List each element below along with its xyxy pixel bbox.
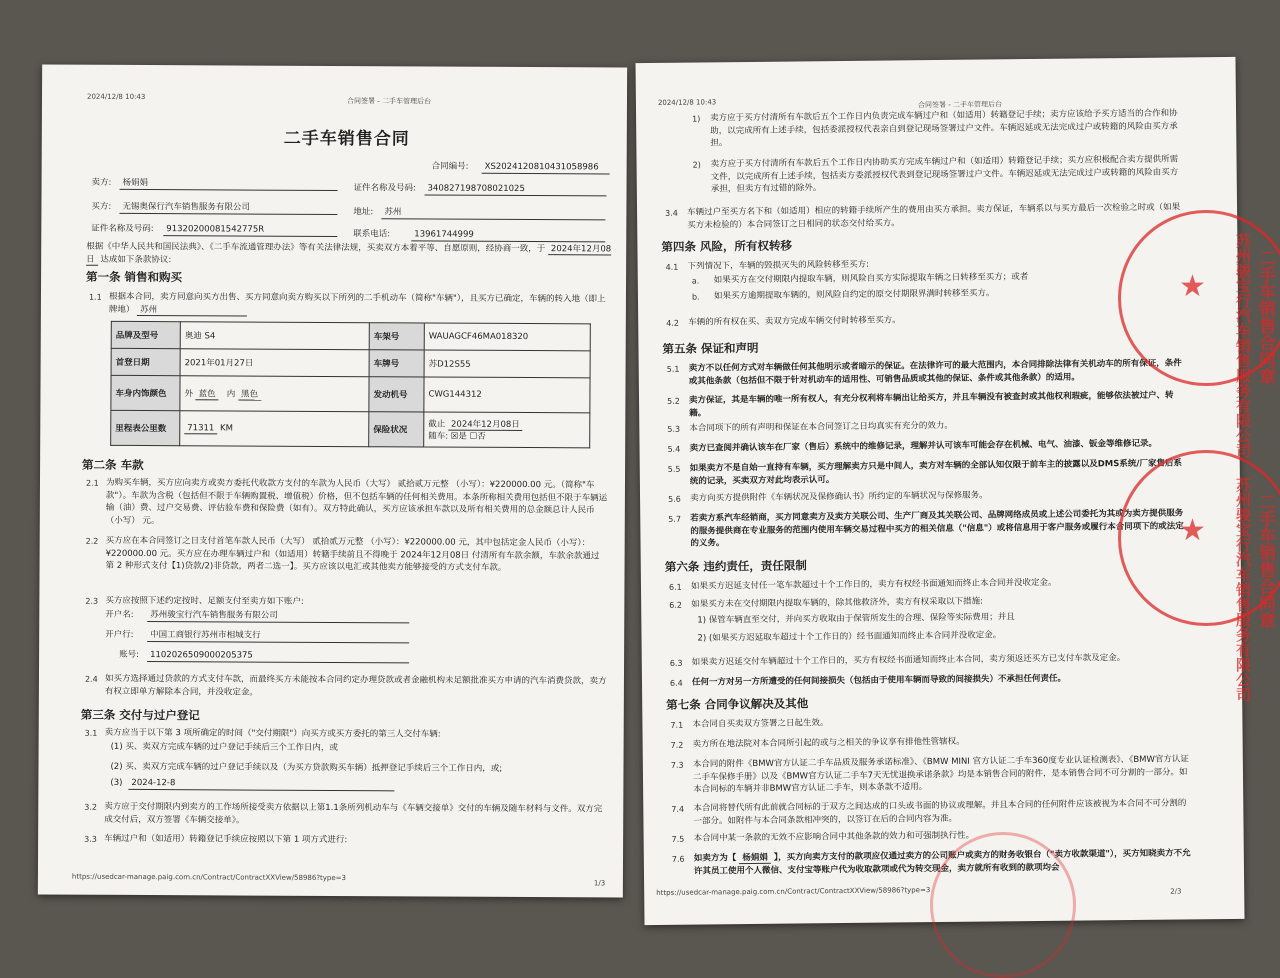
faded-seal [930,832,1076,978]
mileage-value: 71311 [184,423,217,434]
intro-text-2: 达成如下条款协议: [100,254,172,265]
insurance-label: 保险状况 [369,412,424,447]
section-2-title: 第二条 车款 [82,457,144,473]
clause-6-1: 如果买方迟延支付任一笔车款超过十个工作日的，卖方有权经书面通知而终止本合同并没收定金。 [690,577,1057,592]
clause-2-4: 如买方选择通过贷款的方式支付车款，而最终买方未能按本合同约定办理贷款或者金融机构未足额批准买方申请的汽车消费贷款，卖方有权立即单方解除本合同，并没收定金。 [104,673,607,698]
clause-5-4: 卖方已查阅并确认该车在厂家（售后）系统中的维修记录，理解并认可该车可能会存在机械、电气、油漆、钣金等维修记录。 [689,438,1158,454]
clause-3-3: 车辆过户和（如适用）转籍登记手续应按照以下第 1 项方式进行: [104,833,348,846]
page2-datetime: 2024/12/8 10:43 [657,98,717,107]
clause-number: 6.4 [669,678,683,688]
clause-number: 3.4 [665,208,678,218]
int-color-label: 内 [226,389,236,400]
contract-page-1 [38,64,627,897]
intro-date: 2024年12月08日 [86,244,612,265]
section-7-title: 第七条 合同争议解决及其他 [666,696,809,712]
seller-id: 340827198708021025 [424,182,606,196]
clause-5-7: 若卖方系汽车经销商，买方同意卖方及卖方关联公司、生产厂商及其关联公司、品牌网络成员或上述公司委托为其或为卖方提供服务的服务提供商在专业服务的范围内使用车辆交易过程中买方的相关信息（"信息"）或将信息用于客户服务或履行本合同项下的或法定的义务。 [690,508,1184,549]
color-label: 车身内饰颜色 [111,375,180,410]
clause-number: 5.6 [668,494,681,504]
clause-7-6-seller: 杨娟娟 [739,853,771,864]
section-3-title: 第三条 交付与过户登记 [80,707,200,723]
clause-7-5: 本合同中某一条款的无效不应影响合同中其他条款的效力和可强制执行性。 [693,830,975,844]
section-4-title: 第四条 风险，所有权转移 [661,238,793,254]
clause-number: 5.2 [666,396,680,406]
plate-label: 车牌号 [369,350,424,377]
clause-1-1 [109,291,609,319]
account-no-label: 账号: [119,649,139,660]
clause-6-2: 如果买方未在交付期限内提取车辆的，除其他救济外，卖方有权采取以下措施: [691,596,984,610]
clause-6-2-2: 2) (如果买方迟延取车超过十个工作日的）经书面通知而终止本合同并没收定金。 [697,630,1002,644]
int-color: 黑色 [238,390,261,401]
clause-2-1: 为购买车辆，买方应向卖方或卖方委托代收款方支付的车款为人民币（大写） 贰拾贰万元整 （小写）：¥220000.00 元。（简称"车款"）。车款为含税（包括但不限于车辆购置税、增值税）价格，但不包括车辆的任何相关费用。本条所称相关费用包括但不限于车辆运输（油）费、过户交易费、评估验车费和保险费（如有）。双方特此确认，买方应该承担车款以及所有相关费用的总金额总计人民币（小写） 元。 [105,477,608,526]
insurance-value [424,412,590,448]
clause-5-3: 本合同项下的所有声明和保证在本合同签订之日均真实有充分的效力。 [689,420,953,434]
contract-no: XS20241208104310589​86 [482,161,610,175]
ext-color-label: 外 [184,389,193,400]
mileage-cell [180,411,369,447]
phone-label: 联系电话: [353,229,391,240]
seal-text-contract: 二手车销售合同章 [1255,249,1275,385]
clause-3-3-option-2: 卖方应于买方付清所有车款后五个工作日内协助买方完成车辆过户和（如适用）转籍登记手续；买方应积极配合卖方提供所需文件，以完成所有上述手续，包括卖方委派授权代表到登记现场签署过户文件。车辆迟延或无法完成过户或转籍的风险由买方承担，但卖方有过错的除外。 [710,154,1179,195]
clause-number: 2.2 [85,536,99,546]
checked-box-icon: ☒ [450,431,459,442]
company-seal-2 [1118,450,1280,702]
clause-7-6-text: 】，买方向卖方支付的款项应仅通过卖方的公司账户或卖方的财务收银台（"卖方收款渠道"），买方知晓卖方不允许其员工使用个人微信、支付宝等账户代为收取款项或代为转交现金，卖方就所有收到的款项均会 [693,848,1191,877]
clause-5-5: 如果卖方不是自始一直持有车辆，买方理解卖方只是中间人，卖方对车辆的全部认知仅限于前车主的披露以及DMS系统/厂家售后系统的记录，买卖双方对此均表示认可。 [689,458,1183,487]
buyer-id-label: 证件名称及号码: [91,223,154,235]
seal-star-icon-2: ★ [1179,513,1206,548]
page1-number: 1/3 [593,879,606,888]
clause-number: 7.1 [670,720,684,730]
clause-3-1: 卖方应当于以下第 3 项所确定的时间（"交付期限"）向买方或买方委托的第三人交付车辆: [104,727,441,740]
intro [86,241,611,269]
clause-number: 3.2 [84,802,98,812]
clause-3-1-option-2: (2) 买、卖双方完成车辆的过户登记手续以及（为买方贷款购买车辆）抵押登记手续后三个工作日内，或; [110,761,503,774]
clause-7-4: 本合同将替代所有此前就合同标的于双方之间达成的口头或书面的协议或理解。并且本合同的任何附件应该被视为本合同不可分割的一部分。如附件与本合同条款相冲突的，以签订在后的合同内容为准。 [693,798,1187,827]
page2-header: 合同签署 - 二手车管理后台 [917,100,1002,110]
insurance-yes: 是 [458,431,467,442]
clause-2-2: 买方应在本合同签订之日支付首笔车款人民币（大写） 贰拾贰万元整 （小写）：¥220000.00 元，其中包括定金人民币（小写）：¥220000.00 元。买方应在办理车辆过户和（如适用）转籍手续前且不得晚于 2024年12月08日 付清所有车款余额，车款余款通过第 2 种形式支付【1)贷款/2)非贷款，两者二选一】。买方应该以电汇或其他卖方能够接受的方式支付车款。 [105,535,600,573]
clause-number: 4.2 [666,318,680,328]
clause-7-6-prefix: 如卖方为【 [693,853,737,864]
buyer-name: 无锡奥保行汽车销售服务有限公司 [119,201,337,215]
clause-3-2: 卖方应于交付期限内到卖方的工作场所接受卖方依据以上第1.1条所列机动车与《车辆交接单》交付的车辆及随车材料与文件。双方完成交付后，双方签署《车辆交接单》。 [104,801,603,826]
clause-3-3-option-1: 卖方应于买方付清所有车款后五个工作日内负责完成车辆过户和（如适用）转籍登记手续；卖方应该给予买方适当的合作和协助，以完成所有上述手续，包括委派授权代表亲自到登记现场签署过户文件。车辆迟延或无法完成过户或转籍的风险由买方承担。 [710,108,1178,149]
intro-text-1: 根据《中华人民共和国民法典》、《二手车流通管理办法》等有关法律法规，买卖双方本着平等、自愿原则，经协商一致，于 [86,241,546,255]
transfer-city: 苏州 [137,304,247,316]
insurance-no: 否 [477,431,486,442]
clause-3-4: 车辆过户至买方名下和（如适用）相应的转籍手续所产生的费用由买方承担。卖方保证，车辆系以与买方最后一次检验之时或（如果买方未检验的）本合同签订之日相同的状态交付给买方。 [687,202,1181,231]
clause-7-1: 本合同自买卖双方签署之日起生效。 [692,718,829,730]
phone: 13961744999 [411,228,605,242]
page1-header: 合同签署 - 二手车管理后台 [346,97,431,106]
clause-number: 7.4 [671,804,685,814]
page2-number: 2/3 [1170,887,1182,896]
section-5-title: 第五条 保证和声明 [662,340,759,356]
clause-number: 5.5 [667,464,681,474]
color-value [180,376,369,412]
engine-label: 发动机号 [369,377,424,412]
mileage-label: 里程表公里数 [111,410,180,445]
plate-value: 苏D12S55 [424,350,590,378]
vehicle-info-table [110,321,591,449]
vin-value: WAUAGCF46MA018320 [424,323,590,351]
clause-number: 3.1 [84,728,98,738]
account-no: 1102026509000205375 [147,649,409,663]
insurance-follow-label: 随车: [428,431,449,442]
engine-value: CWG144312 [424,377,590,413]
insurance-date: 2024年12月08日 [448,420,523,431]
buyer-id: 91320200081542775R [163,223,337,237]
address: 苏州 [381,206,605,220]
seal-text-company: 苏州骏宝行汽车销售服务有限公司 [1234,233,1252,458]
clause-number: 6.2 [669,600,682,610]
clause-1-1-text: 根据本合同，卖方同意向买方出售、买方同意向卖方购买以下所列的二手机动车（简称"车辆"），且买方已确定，车辆的转入地（即上牌地） [108,291,606,315]
address-label: 地址: [353,207,374,218]
vin-label: 车架号 [369,323,424,350]
clause-number: 7.6 [671,854,685,864]
clause-number: 5.7 [668,514,682,524]
company-seal [1118,210,1280,458]
clause-7-2: 卖方所在地法院对本合同所引起的或与之相关的争议享有排他性管辖权。 [692,736,965,750]
bank-name: 中国工商银行苏州市相城支行 [147,629,409,643]
clause-number: 3.3 [84,834,97,844]
clause-number: 2.3 [85,596,99,606]
unchecked-box-icon: ☐ [469,431,478,442]
clause-number: 2) [692,160,701,170]
clause-number: 5.1 [666,364,680,374]
clause-3-1-option-1: (1) 买、卖双方完成车辆的过户登记手续后三个工作日内，或 [110,741,338,754]
section-6-title: 第六条 违约责任，责任限制 [664,558,807,574]
page1-datetime: 2024/12/8 10:43 [86,92,146,102]
clause-number: 2.1 [85,478,99,488]
buyer-label: 买方: [91,201,112,212]
seal-text-contract-2: 二手车销售合同章 [1255,493,1275,629]
seller-name: 杨娟娟 [120,177,338,191]
clause-number: b. [691,292,700,302]
clause-4-1: 下列情况下，车辆的毁损灭失的风险转移至买方: [687,259,870,272]
ext-color: 蓝色 [196,389,219,400]
reg-date-value: 2021年01月27日 [180,349,369,377]
clause-3-1-option-3: (3) [110,777,123,788]
seller-id-label: 证件名称及号码: [353,183,416,194]
clause-4-1-b: 如果买方逾期提取车辆的，则风险自约定的原交付期限界满时转移至买方。 [713,288,995,302]
clause-number: 4.1 [665,262,679,272]
clause-number: a. [691,276,700,286]
seal-text-company-2: 苏州骏宝行汽车销售服务有限公司 [1234,477,1252,702]
clause-5-2: 卖方保证，其是车辆的唯一所有权人，有充分权利将车辆出让给买方，并且车辆没有被查封或其他权利瑕疵，能够依法被过户、转籍。 [688,390,1174,419]
page2-url[interactable]: https://usedcar-manage.paig.com.cn/Contract/ContractXXView/58986?type=3 [656,886,931,897]
clause-number: 1) [692,114,701,124]
brand-label: 品牌及型号 [111,321,180,348]
contract-no-label: 合同编号: [431,161,469,172]
clause-number: 2.4 [84,674,98,684]
account-name: 苏州骏宝行汽车销售服务有限公司 [147,609,409,623]
reg-date-label: 首登日期 [111,348,180,375]
clause-number: 7.2 [670,740,684,750]
seller-label: 卖方: [91,177,112,188]
clause-4-2: 车辆的所有权在买、卖双方完成车辆交付时转移至买方。 [688,315,901,328]
clause-7-3: 本合同的附件《BMW官方认证二手车品质及服务承诺标准》、《BMW MINI 官方认证二手车360度专业认证检测表》、《BMW官方认证二手车保修手册》以及《BMW官方认证二手车7天无忧退换承诺条款》均是本销售合同的附件，是本销售合同不可分割的一部分。如本合同标的车辆并非BMW官方认证二手车，则本条款不适用。 [692,754,1189,795]
bank-label: 开户行: [105,629,134,640]
clause-number: 1.1 [88,292,102,302]
clause-2-3: 买方应按照下述约定按时、足额支付至卖方如下账户: [105,595,304,607]
clause-number: 7.3 [670,760,684,770]
clause-number: 6.3 [669,658,683,668]
seal-star-icon: ★ [1179,269,1206,304]
mileage-unit: KM [219,423,233,434]
clause-6-4: 任何一方对另一方所遭受的任何间接损失（包括由于使用车辆而导致的间接损失）不承担任何责任。 [691,673,1067,688]
clause-5-1: 卖方不以任何方式对车辆做任何其他明示或者暗示的保证。在法律许可的最大范围内，本合同排除法律有关机动车的所有保证，条件或其他条款（包括但不限于针对机动车的适用性、可销售品质或其他的保证、条件或其他条款）的适用。 [688,358,1182,387]
clause-number: 7.5 [671,834,685,844]
section-1-title: 第一条 销售和购买 [86,269,183,285]
clause-number: 6.1 [668,582,682,592]
brand-value: 奥迪 S4 [180,322,369,350]
clause-5-6: 卖方向买方提供附件《车辆状况及保修确认书》所约定的车辆状况与保修服务。 [690,490,988,504]
insurance-date-label: 截止 [428,419,446,430]
clause-6-3: 如果卖方迟延交付车辆超过十个工作日的，买方有权经书面通知而终止本合同，卖方须返还买方已支付车款及定金。 [691,653,1126,668]
clause-4-1-a: 如果买方在交付期限内提取车辆，则风险自买方实际提取车辆之日转移至买方；或者 [713,272,1029,286]
contract-title: 二手车销售合同 [283,128,410,150]
page1-url[interactable]: https://usedcar-manage.paig.com.cn/Contract/ContractXXView/58986?type=3 [71,872,347,883]
account-name-label: 开户名: [105,609,134,620]
clause-6-2-1: 1) 保管车辆直至交付，并向买方收取由于保管所发生的合理、保险等实际费用；并且 [697,612,1015,626]
delivery-date: 2024-12-8 [128,777,394,791]
clause-number: 5.3 [667,424,681,434]
clause-number: 5.4 [667,444,681,454]
